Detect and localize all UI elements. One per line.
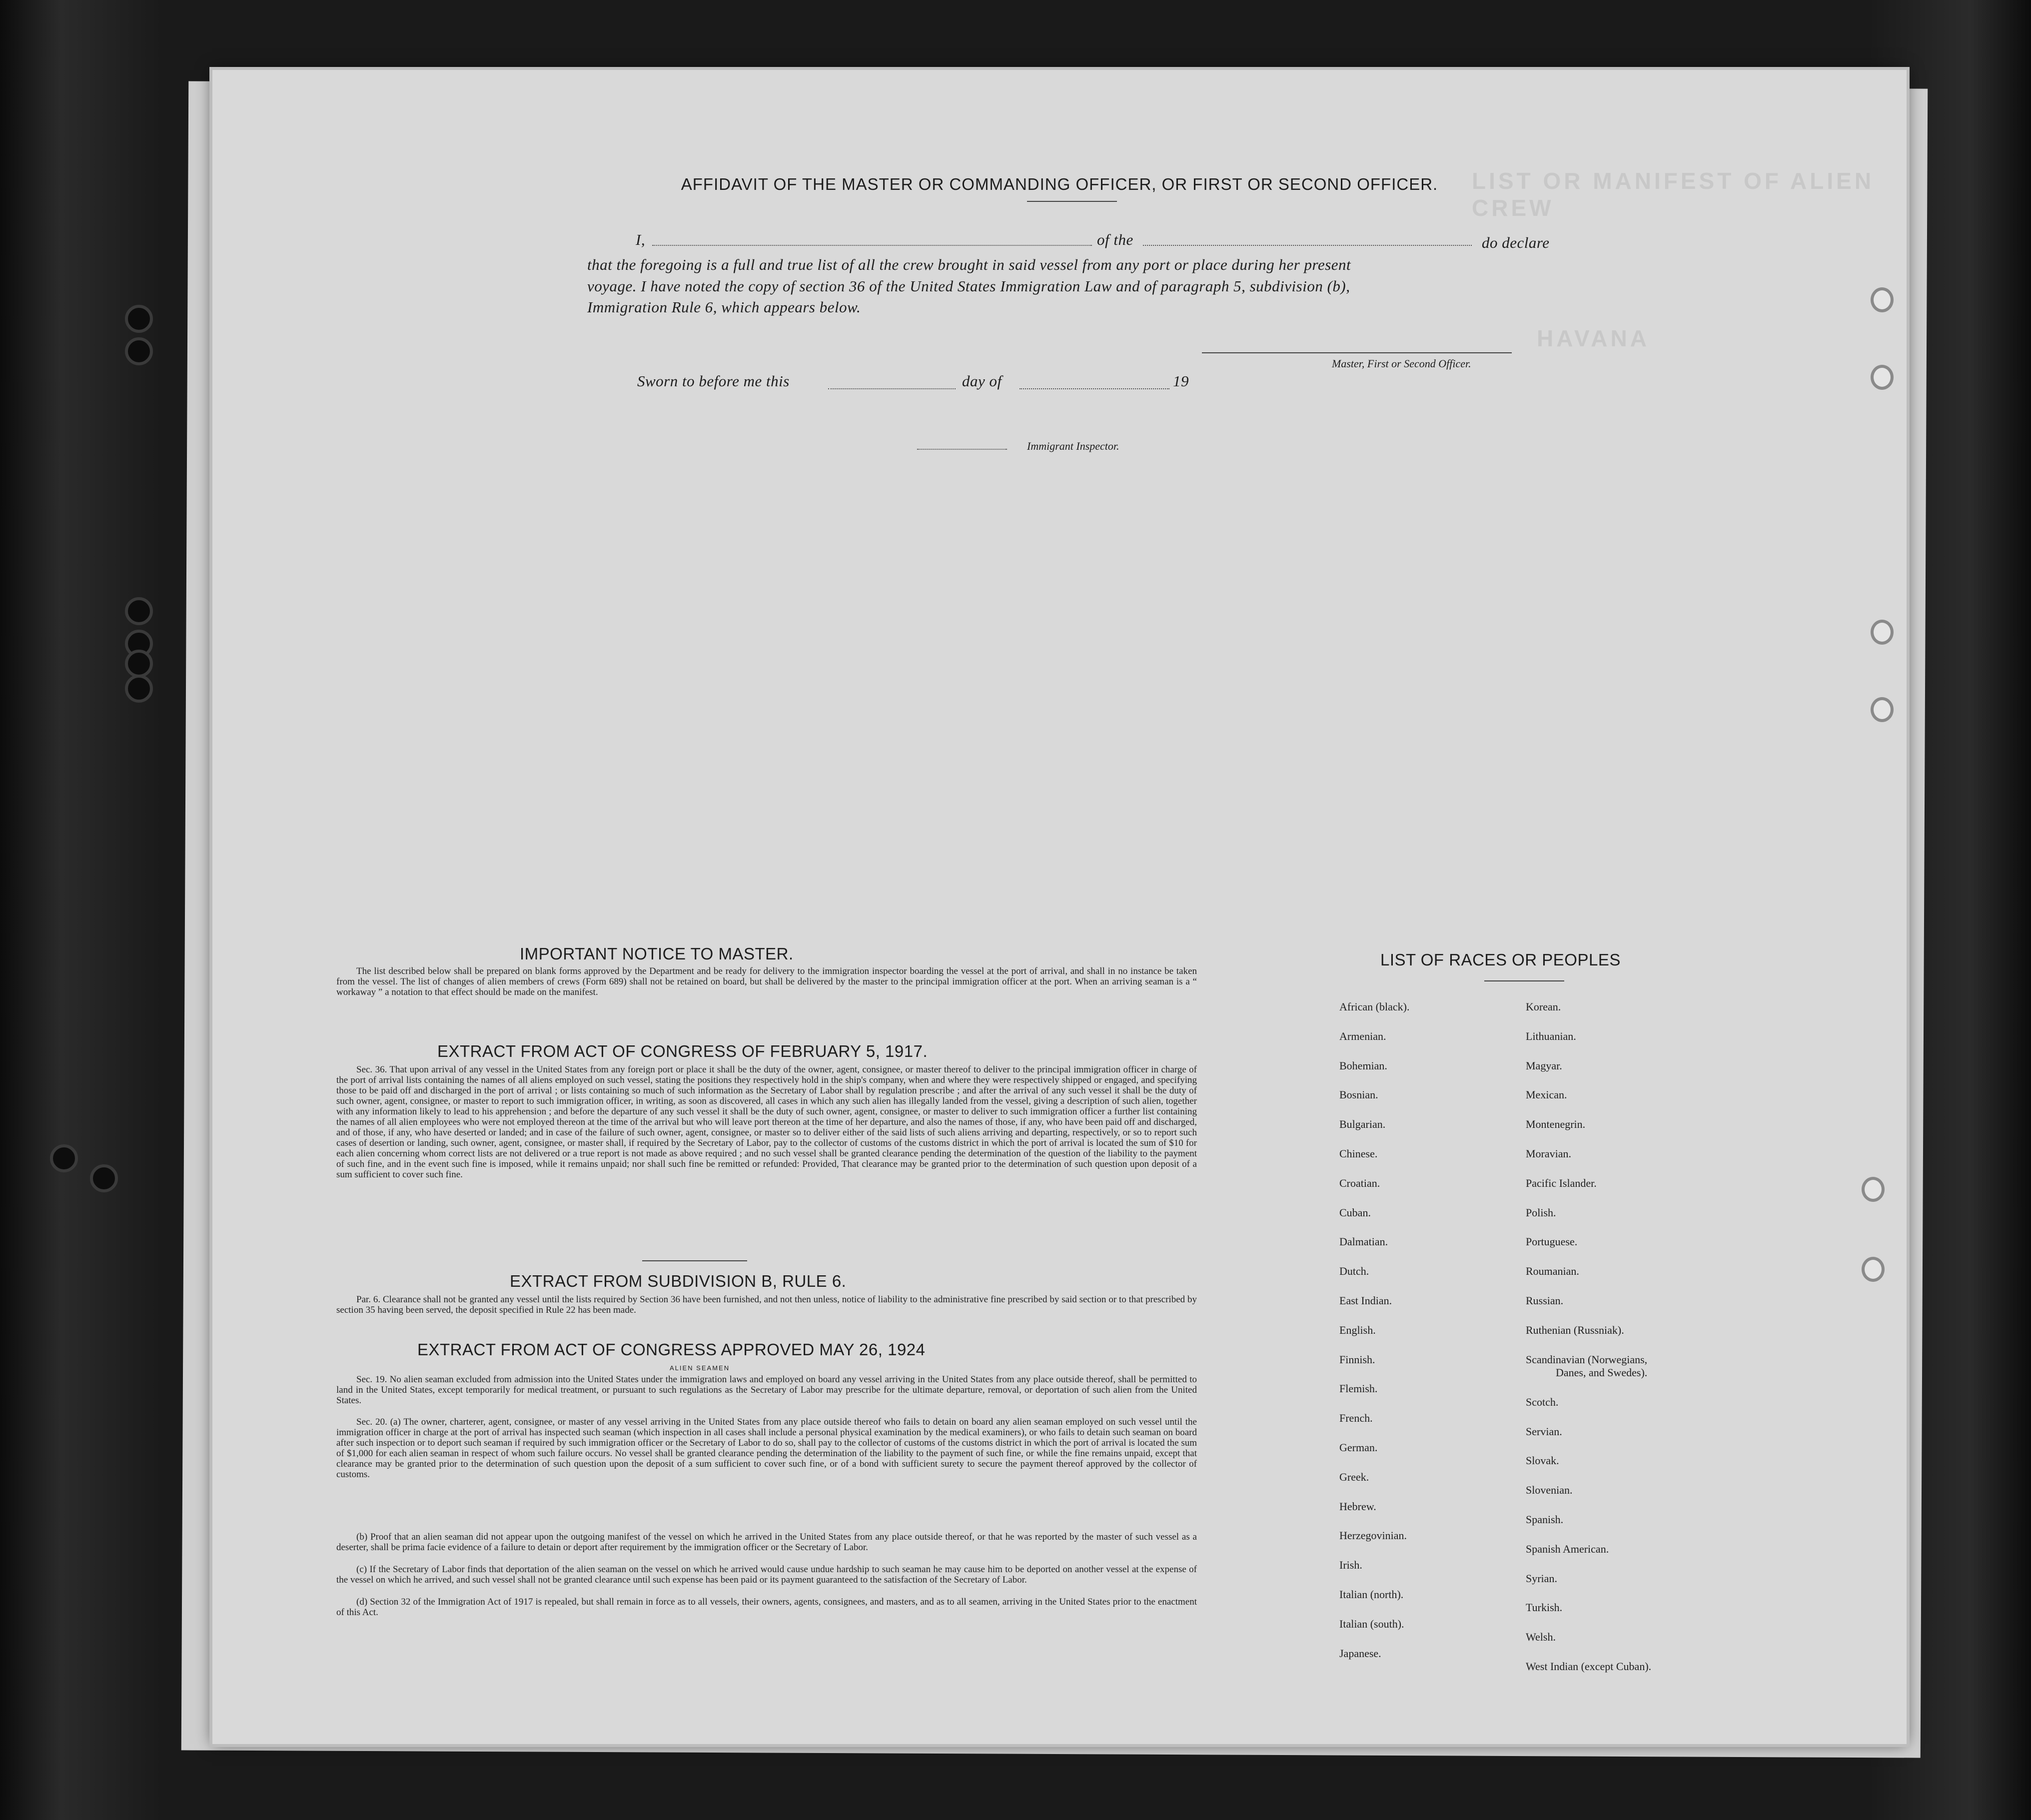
race-item: Flemish. xyxy=(1339,1382,1378,1395)
races-rule xyxy=(1484,980,1564,981)
race-item: Herzegovinian. xyxy=(1339,1529,1407,1542)
extract-rule6-body: Par. 6. Clearance shall not be granted any vessel until the lists required by Section 36 have been furnished, and not then unless, notice of liability to the administrative fine prescribed by said section or to that prescribed by section 35 having been served, the deposit specified in Rule 22 has been made. xyxy=(336,1294,1197,1315)
race-item: German. xyxy=(1339,1441,1378,1454)
race-item: Scandinavian (Norwegians, xyxy=(1526,1353,1648,1366)
sec20c-body: (c) If the Secretary of Labor finds that deportation of the alien seaman on the vessel on which he arrived would cause undue hardship to such seaman he may cause him to be deported on another vessel at the expense of the vessel on which he arrived, and such vessel shall not be granted clearance until such expense has been paid or its payment guaranteed to the satisfaction of the Secretary of Labor. xyxy=(336,1564,1197,1585)
alien-seamen-subtitle: ALIEN SEAMEN xyxy=(670,1364,730,1372)
race-item: French. xyxy=(1339,1412,1373,1425)
document-page xyxy=(212,70,1907,1744)
race-item: East Indian. xyxy=(1339,1294,1392,1307)
binder-hole xyxy=(1871,365,1894,390)
extract-1917-body: Sec. 36. That upon arrival of any vessel in the United States from any foreign port or place it shall be the duty of the owner, agent, consignee, or master thereof to deliver to the principal immigration officer in charge of the port of arrival lists containing the names of all aliens employed on such vessel, stating the positions they respectively hold in the ship's company, when and where they were respectively shipped or engaged, and specifying those to be paid off and discharged in the port of arrival ; or lists containing so much of such information as the Secretary of Labor shall by regulation prescribe ; and after the arrival of any such vessel it shall be the duty of such owner, agent, consignee, or master to report to such immigration officer, in writing, as soon as discovered, all cases in which any such alien has illegally landed from the vessel, giving a description of such alien, together with any information likely to lead to his apprehension ; and before the departure of any such vessel it shall be the duty of such owner, agent, consignee, or master to deliver to such immigration officer a further list containing the names of all alien employees who were not employed thereon at the time of the arrival but who will leave port thereon at the time of her departure, and also the names of those, if any, who have been paid off and discharged, and of those, if any, who have deserted or landed; and in case of the failure of such owner, agent, consignee, or master so to deliver either of the said lists of such aliens arriving and departing, respectively, or so to report such cases of desertion or landing, such owner, agent, consignee, or master shall, if required by the Secretary of Labor, pay to the collector of customs of the customs district in which the port of arrival is located the sum of $10 for each alien concerning whom correct lists are not delivered or a true report is not made as above required ; and no such vessel shall be granted clearance pending the determination of the question of the liability to the payment of such fine, and in the event such fine is imposed, while it remains unpaid; nor shall such fine be remitted or refunded: Provided, That clearance may be granted prior to the determination of such question upon deposit of a sum sufficient to cover such fine. xyxy=(336,1064,1197,1180)
race-item: African (black). xyxy=(1339,1000,1410,1013)
race-item: Pacific Islander. xyxy=(1526,1176,1597,1189)
race-item: Welsh. xyxy=(1526,1631,1556,1644)
race-item: Danes, and Swedes). xyxy=(1556,1366,1648,1379)
section-divider xyxy=(642,1260,747,1261)
affidavit-of-the: of the xyxy=(1097,231,1133,248)
race-item: Portuguese. xyxy=(1526,1235,1578,1248)
race-item: Ruthenian (Russniak). xyxy=(1526,1323,1624,1336)
race-item: Dalmatian. xyxy=(1339,1235,1388,1248)
signature-line xyxy=(1202,352,1512,353)
race-item: Italian (south). xyxy=(1339,1617,1404,1630)
notice-title: IMPORTANT NOTICE TO MASTER. xyxy=(520,944,794,963)
affidavit-i: I, xyxy=(636,231,646,248)
extract-rule6-title: EXTRACT FROM SUBDIVISION B, RULE 6. xyxy=(510,1272,847,1290)
extract-1917-title: EXTRACT FROM ACT OF CONGRESS OF FEBRUARY 5, 1917. xyxy=(437,1042,928,1060)
affidavit-line4: Immigration Rule 6, which appears below. xyxy=(587,298,861,316)
race-item: Hebrew. xyxy=(1339,1500,1376,1513)
affidavit-line3: voyage. I have noted the copy of section 36 of the United States Immigration Law and of paragraph 5, subdivision (b), xyxy=(587,277,1350,295)
month-blank xyxy=(1019,388,1169,389)
sec20b-body: (b) Proof that an alien seaman did not appear upon the outgoing manifest of the vessel on which he arrived in the United States from any place outside thereof, or that he was reported by the master of such vessel as a deserter, shall be prima facie evidence of a failure to detain or deport after requirement by the immigration officer or the Secretary of Labor. xyxy=(336,1532,1197,1553)
binder-hole xyxy=(50,1144,78,1172)
binder-hole xyxy=(90,1164,118,1192)
race-item: Spanish American. xyxy=(1526,1542,1609,1555)
sworn-day-blank xyxy=(828,388,956,389)
affidavit-title: AFFIDAVIT OF THE MASTER OR COMMANDING OFFICER, OR FIRST OR SECOND OFFICER. xyxy=(681,175,1438,193)
race-item: Korean. xyxy=(1526,1000,1561,1013)
race-item: Armenian. xyxy=(1339,1029,1386,1042)
race-item: Mexican. xyxy=(1526,1088,1567,1101)
notice-body: The list described below shall be prepared on blank forms approved by the Department and be ready for delivery to the immigration inspector boarding the vessel at the port of arrival, and shall in no instance be taken from the vessel. The list of changes of alien members of crews (Form 689) shall not be retained on board, but shall be delivered by the master to the principal immigration officer at the port. When an arriving seaman is a “ workaway ” a notation to that effect should be made on the manifest. xyxy=(336,966,1197,997)
race-item: Lithuanian. xyxy=(1526,1029,1576,1042)
race-item: Italian (north). xyxy=(1339,1588,1404,1601)
race-item: Slovenian. xyxy=(1526,1484,1573,1497)
sec20d-body: (d) Section 32 of the Immigration Act of 1917 is repealed, but shall remain in force as to all vessels, their owners, agents, consignees, and masters, and as to all seamen, arriving in the United States prior to the enactment of this Act. xyxy=(336,1597,1197,1618)
master-signature-label: Master, First or Second Officer. xyxy=(1332,357,1471,370)
bleed-through-port: HAVANA xyxy=(1537,325,1650,351)
affidavit-declare: do declare xyxy=(1482,234,1550,251)
title-rule xyxy=(1027,201,1117,202)
races-title: LIST OF RACES OR PEOPLES xyxy=(1380,950,1621,969)
year-prefix: 19 xyxy=(1173,372,1189,390)
race-item: Bosnian. xyxy=(1339,1088,1378,1101)
race-item: Greek. xyxy=(1339,1470,1369,1483)
race-item: Moravian. xyxy=(1526,1147,1572,1160)
race-item: Roumanian. xyxy=(1526,1265,1579,1278)
inspector-label: Immigrant Inspector. xyxy=(1027,440,1119,452)
race-item: Chinese. xyxy=(1339,1147,1378,1160)
binder-hole xyxy=(1862,1257,1885,1282)
bleed-through-header: LIST OR MANIFEST OF ALIEN CREW xyxy=(1472,168,1875,221)
day-of-text: day of xyxy=(962,372,1002,390)
race-item: Scotch. xyxy=(1526,1395,1559,1408)
race-item: Finnish. xyxy=(1339,1353,1375,1366)
race-item: Irish. xyxy=(1339,1559,1362,1572)
inspector-signature-line xyxy=(917,449,1007,450)
binder-hole xyxy=(1871,620,1894,645)
race-item: Spanish. xyxy=(1526,1513,1564,1526)
race-item: Syrian. xyxy=(1526,1572,1557,1585)
name-blank xyxy=(652,245,1092,246)
binder-hole xyxy=(125,305,153,333)
extract-1924-title: EXTRACT FROM ACT OF CONGRESS APPROVED MAY 26, 1924 xyxy=(417,1340,926,1359)
affidavit-line2: that the foregoing is a full and true list of all the crew brought in said vessel from any port or place during her present xyxy=(587,256,1351,273)
race-item: Montenegrin. xyxy=(1526,1118,1586,1131)
race-item: Slovak. xyxy=(1526,1454,1559,1467)
binder-hole xyxy=(1862,1177,1885,1202)
race-item: English. xyxy=(1339,1323,1376,1336)
vessel-blank xyxy=(1143,245,1472,246)
race-item: Bulgarian. xyxy=(1339,1118,1386,1131)
race-item: Servian. xyxy=(1526,1425,1562,1438)
race-item: Bohemian. xyxy=(1339,1059,1387,1072)
binder-hole xyxy=(125,337,153,365)
sec19-body: Sec. 19. No alien seaman excluded from admission into the United States under the immigration laws and employed on board any vessel arriving in the United States from any place outside thereof, shall be permitted to land in the United States, except temporarily for medical treatment, or pursuant to such regulations as the Secretary of Labor may prescribe for the ultimate departure, removal, or deportation of such alien from the United States. xyxy=(336,1374,1197,1406)
race-item: Russian. xyxy=(1526,1294,1564,1307)
race-item: Croatian. xyxy=(1339,1176,1380,1189)
binder-hole xyxy=(125,675,153,703)
race-item: Dutch. xyxy=(1339,1265,1369,1278)
binder-hole xyxy=(125,597,153,625)
binder-hole xyxy=(125,650,153,678)
race-item: West Indian (except Cuban). xyxy=(1526,1660,1652,1673)
race-item: Cuban. xyxy=(1339,1206,1371,1219)
binder-hole xyxy=(1871,287,1894,312)
race-item: Polish. xyxy=(1526,1206,1556,1219)
sworn-text: Sworn to before me this xyxy=(637,372,790,390)
race-item: Turkish. xyxy=(1526,1601,1563,1614)
sec20a-body: Sec. 20. (a) The owner, charterer, agent, consignee, or master of any vessel arriving in the United States from any place outside thereof who fails to detain on board any alien seaman employed on such vessel until the immigration officer in charge at the port of arrival has inspected such seaman (which inspection in all cases shall include a personal physical examination by the medical examiners), or who fails to detain such seaman on board after such inspection or to deport such seaman if required by such immigration officer or the Secretary of Labor to do so, shall pay to the collector of customs of the customs district in which the port of arrival is located the sum of $1,000 for each alien seaman in respect of whom such failure occurs. No vessel shall be granted clearance pending the determination of the liability to the payment of such fine, or while the fine remains unpaid, except that clearance may be granted prior to the determination of such question upon the deposit of a sum sufficient to cover such fine, or of a bond with sufficient surety to secure the payment thereof approved by the collector of customs. xyxy=(336,1417,1197,1480)
race-item: Japanese. xyxy=(1339,1647,1381,1660)
binder-hole xyxy=(1871,697,1894,722)
race-item: Magyar. xyxy=(1526,1059,1562,1072)
